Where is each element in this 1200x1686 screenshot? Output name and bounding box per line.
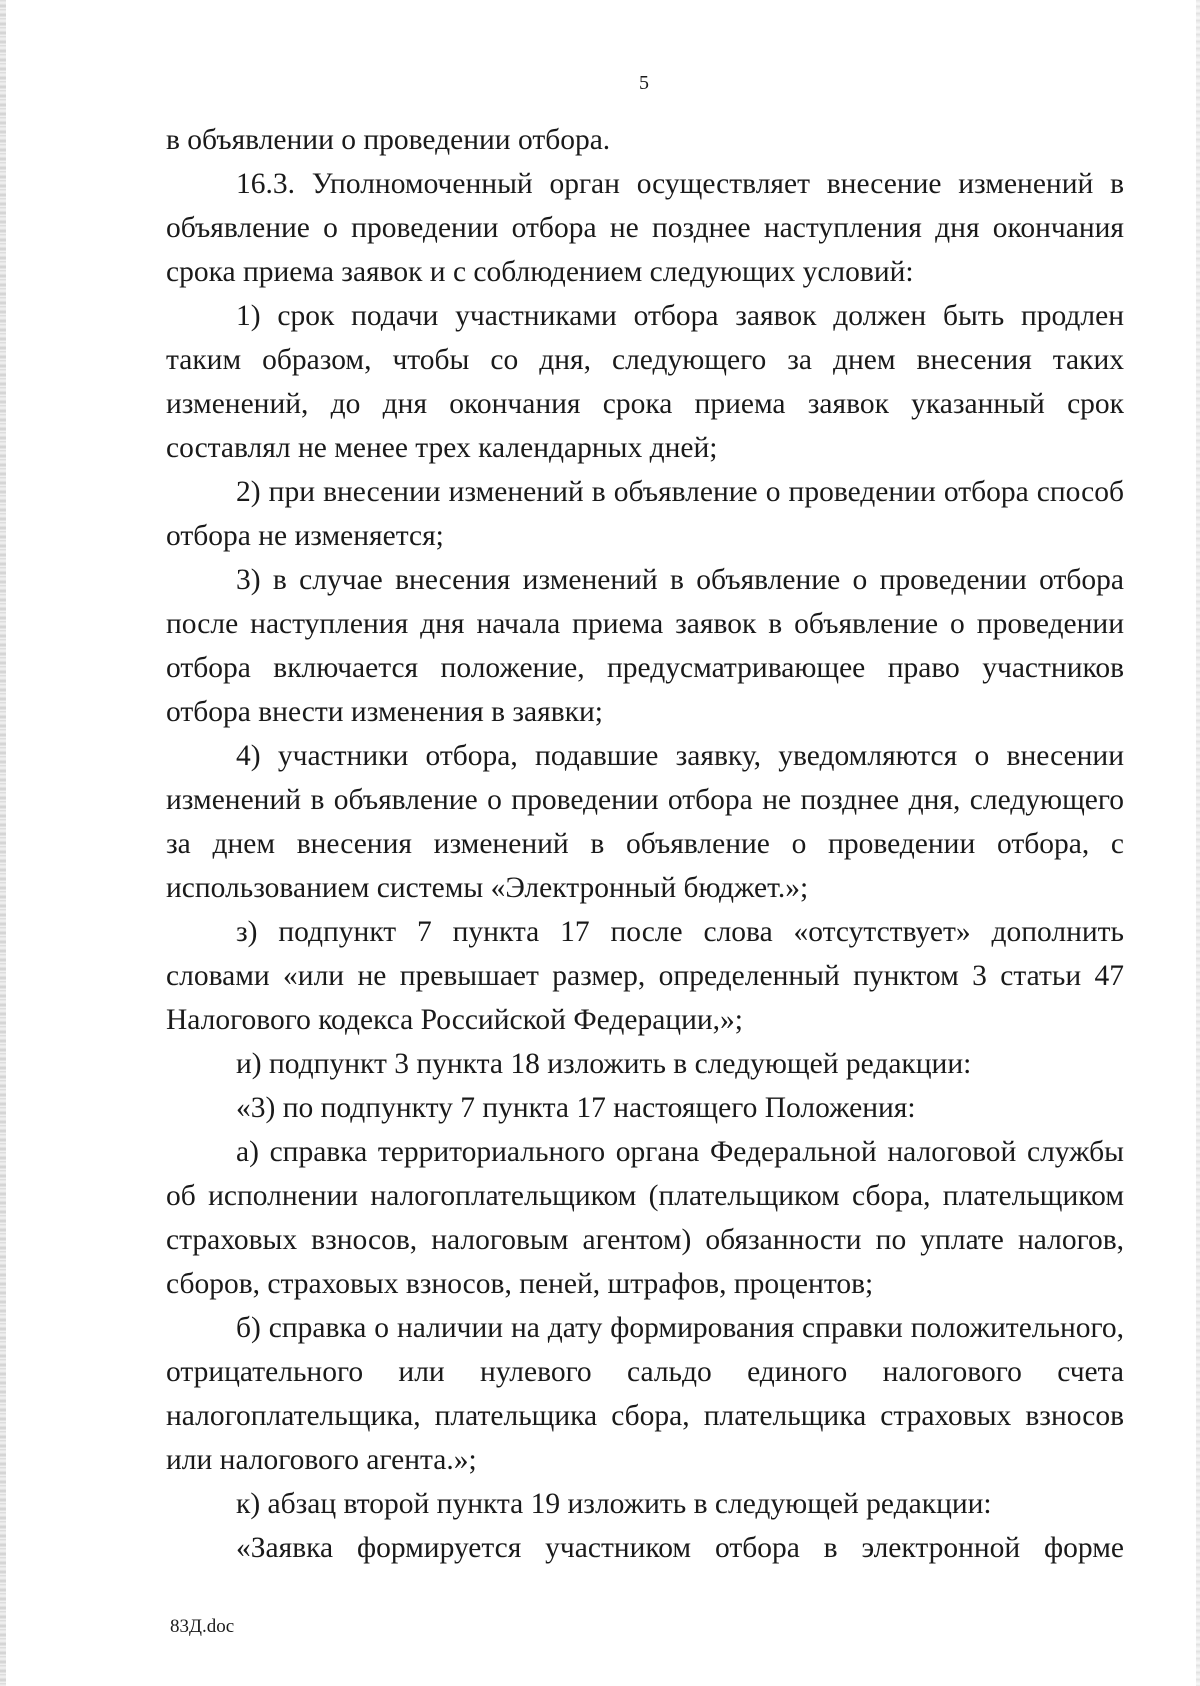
paragraph-16-3: 16.3. Уполномоченный орган осуществляет внесение изменений в объявление о проведении отбора не позднее наступления дня окончания срока приема заявок и с соблюдением следующих условий: bbox=[166, 168, 1124, 288]
paragraph-continuation: в объявлении о проведении отбора. bbox=[166, 124, 611, 156]
paragraph-quote-application: «Заявка формируется участником отбора в электронной форме bbox=[236, 1532, 1124, 1564]
paragraph-item-i: и) подпункт 3 пункта 18 изложить в следующей редакции: bbox=[236, 1048, 972, 1080]
paragraph-item-2: 2) при внесении изменений в объявление о проведении отбора способ отбора не изменяется; bbox=[166, 476, 1124, 552]
paragraph-item-a: а) справка территориального органа Федеральной налоговой службы об исполнении налогоплательщиком (плательщиком сбора, плательщиком страховых взносов, налоговым агентом) обязанности по уплате налогов, сборов, страховых взносов, пеней, штрафов, процентов; bbox=[166, 1136, 1124, 1300]
paragraph-quote-3: «3) по подпункту 7 пункта 17 настоящего Положения: bbox=[236, 1092, 916, 1124]
page-number: 5 bbox=[639, 72, 649, 94]
paragraph-item-k: к) абзац второй пункта 19 изложить в следующей редакции: bbox=[236, 1488, 992, 1520]
paragraph-item-4: 4) участники отбора, подавшие заявку, уведомляются о внесении изменений в объявление о проведении отбора не позднее дня, следующего за днем внесения изменений в объявление о проведении отбора, с использованием системы «Электронный бюджет.»; bbox=[166, 740, 1124, 904]
document-body bbox=[166, 118, 1124, 1570]
scan-edge-left bbox=[0, 0, 6, 1686]
footer-filename: 83Д.doc bbox=[170, 1616, 235, 1637]
paragraph-item-1: 1) срок подачи участниками отбора заявок должен быть продлен таким образом, чтобы со дня, следующего за днем внесения таких изменений, до дня окончания срока приема заявок указанный срок составлял не менее трех календарных дней; bbox=[166, 300, 1124, 464]
paragraph-item-b: б) справка о наличии на дату формирования справки положительного, отрицательного или нулевого сальдо единого налогового счета налогоплательщика, плательщика сбора, плательщика страховых взносов или налогового агента.»; bbox=[166, 1312, 1124, 1476]
scan-edge-right bbox=[1196, 0, 1200, 1686]
paragraph-item-3: 3) в случае внесения изменений в объявление о проведении отбора после наступления дня начала приема заявок в объявление о проведении отбора включается положение, предусматривающее право участников отбора внести изменения в заявки; bbox=[166, 564, 1124, 728]
paragraph-item-z: з) подпункт 7 пункта 17 после слова «отсутствует» дополнить словами «или не превышает размер, определенный пунктом 3 статьи 47 Налогового кодекса Российской Федерации,»; bbox=[166, 916, 1124, 1036]
